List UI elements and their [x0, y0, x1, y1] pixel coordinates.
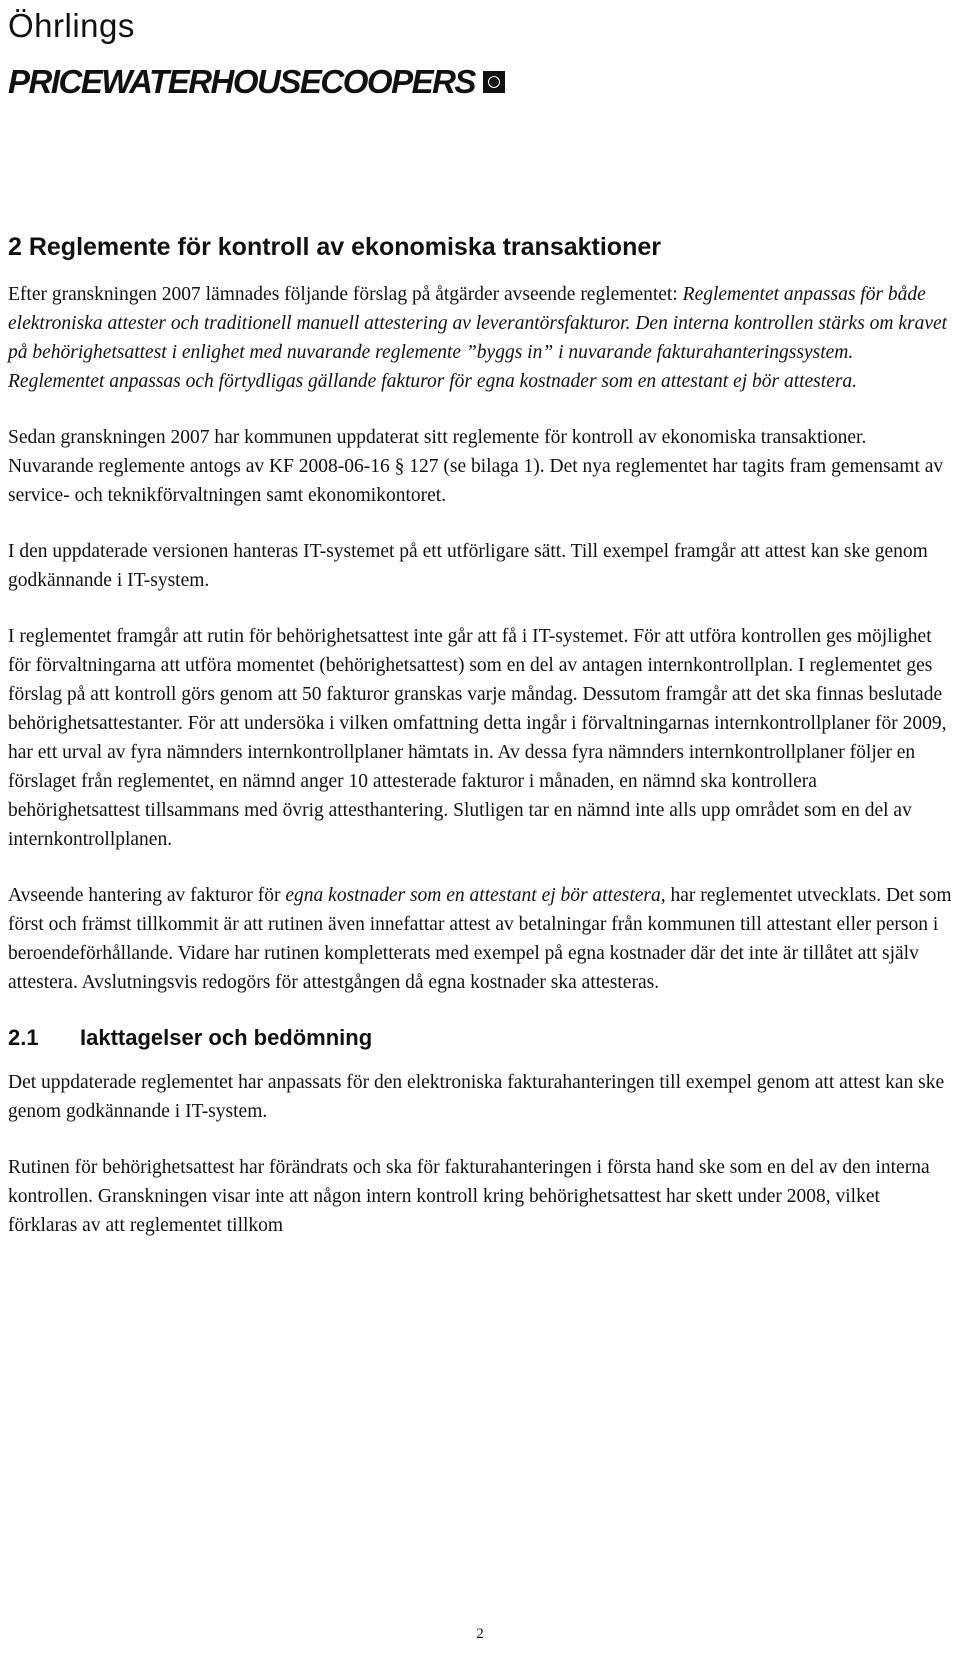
paragraph-6: Det uppdaterade reglementet har anpassats för den elektroniska fakturahanteringen till exempel genom att attest kan ske genom godkännande i IT-system. [8, 1072, 945, 1122]
pwc-seal-icon [483, 71, 505, 93]
document-body [8, 220, 953, 1267]
paragraph-1-quote: Reglementet anpassas för både elektroniska attester och traditionell manuell attestering av leverantörsfakturor. Den interna kontrollen stärks om kravet på behörighetsattest i enlighet med nuvarande reglemente ”byggs in” i nuvarande fakturahanteringssystem. Reglementet anpassas och förtydligas gällande fakturor för egna kostnader som en attestant ej bör attestera. [8, 284, 948, 392]
subsection-title: Iakttagelser och bedömning [80, 1025, 373, 1050]
company-logo [8, 6, 505, 102]
paragraph-1-intro: Efter granskningen 2007 lämnades följande förslag på åtgärder avseende reglementet: [8, 284, 683, 305]
logo-pwc [8, 62, 505, 102]
subsection-number: 2.1 [8, 1025, 39, 1050]
paragraph-2: Sedan granskningen 2007 har kommunen uppdaterat sitt reglemente för kontroll av ekonomiska transaktioner. Nuvarande reglemente antogs av KF 2008-06-16 § 127 (se bilaga 1). Det nya reglementet har tagits fram gemensamt av service- och teknikförvaltningen samt ekonomikontoret. [8, 427, 944, 506]
subsection-heading [8, 1024, 953, 1052]
page-number: 2 [476, 1626, 484, 1642]
paragraph-5 [8, 881, 953, 997]
section-heading: 2 Reglemente för kontroll av ekonomiska transaktioner [8, 233, 661, 261]
paragraph-7: Rutinen för behörighetsattest har förändrats och ska för fakturahanteringen i första hand ske som en del av den interna kontrollen. Granskningen visar inte att någon intern kontroll kring behörighetsattest har skett under 2008, vilket förklaras av att reglementet tillkom [8, 1157, 930, 1236]
logo-ohrlings: Öhrlings [8, 7, 135, 44]
paragraph-4: I reglementet framgår att rutin för behörighetsattest inte går att få i IT-systemet. För att utföra kontrollen ges möjlighet för förvaltningarna att utföra momentet (behörighetsattest) som en del av antagen internkontrollplan. I reglementet ges förslag på att kontroll görs genom att 50 fakturor granskas varje måndag. Dessutom framgår att det ska finnas beslutade behörighetsattestanter. För att undersöka i vilken omfattning detta ingår i förvaltningarnas internkontrollplaner för 2009, har ett urval av fyra nämnders internkontrollplaner hämtats in. Av dessa fyra nämnders internkontrollplaner följer en förslaget från reglementet, en nämnd anger 10 attesterade fakturor i månaden, en nämnd ska kontrollera behörighetsattest tillsammans med övrig attesthantering. Slutligen tar en nämnd inte alls upp området som en del av internkontrollplanen. [8, 626, 947, 850]
paragraph-1 [8, 280, 953, 396]
paragraph-5-start: Avseende hantering av fakturor för [8, 885, 286, 906]
paragraph-5-end: har reglementet utvecklats. Det som först och främst tillkommit är att rutinen även innefattar attest av betalningar från kommunen till attestant eller person i beroendeförhållande. Vidare har rutinen kompletterats med exempel på egna kostnader där det inte är tillåtet att själv attestera. Avslutningsvis redogörs för attestgången då egna kostnader ska attesteras. [8, 885, 952, 993]
logo-pwc-text: PRICEWATERHOUSECOOPERS [8, 63, 475, 100]
paragraph-5-emphasis: egna kostnader som en attestant ej bör attestera, [285, 885, 666, 906]
paragraph-3: I den uppdaterade versionen hanteras IT-systemet på ett utförligare sätt. Till exempel framgår att attest kan ske genom godkännande i IT-system. [8, 541, 928, 591]
